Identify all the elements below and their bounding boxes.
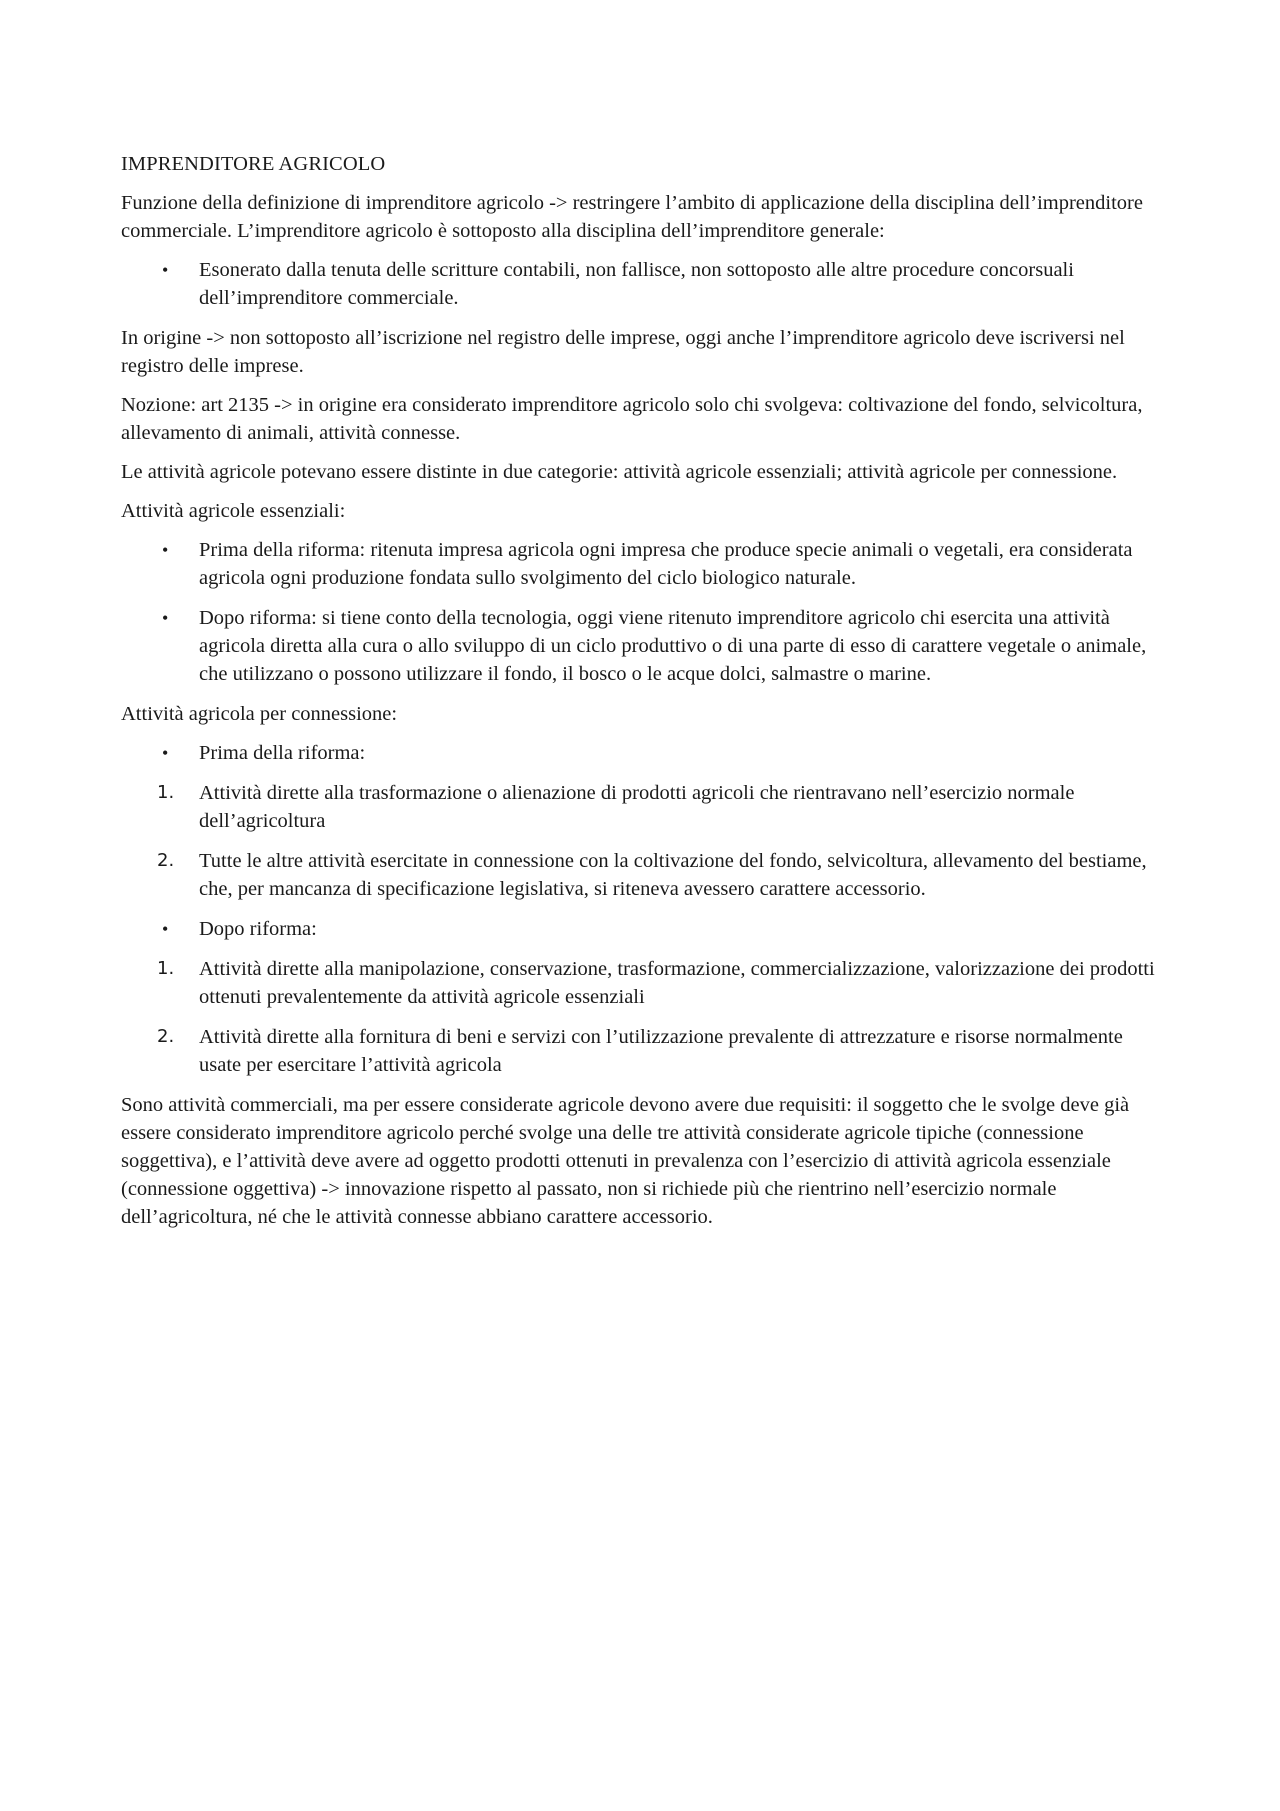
paragraph-origin: In origine -> non sottoposto all’iscrizione nel registro delle imprese, oggi anche l’imprenditore agricolo deve iscriversi nel registro delle imprese. (121, 327, 1125, 377)
list-item (121, 779, 1161, 835)
paragraph-notion: Nozione: art 2135 -> in origine era considerato imprenditore agricolo solo chi svolgeva: coltivazione del fondo, selvicoltura, allevamento di animali, attività connesse. (121, 394, 1143, 444)
list-item-text: Attività dirette alla trasformazione o alienazione di prodotti agricoli che rientravano nell’esercizio normale dell’agricoltura (199, 782, 1075, 832)
paragraph-function: Funzione della definizione di imprenditore agricolo -> restringere l’ambito di applicazione della disciplina dell’imprenditore commerciale. L’imprenditore agricolo è sottoposto alla disciplina dell’imprenditore generale: (121, 192, 1143, 242)
number-marker: 2. (157, 1026, 175, 1047)
bullet-marker: • (162, 608, 169, 628)
list-item-text: Prima della riforma: (199, 742, 366, 764)
bullet-list-essential (121, 536, 1161, 688)
list-item-text: Prima della riforma: ritenuta impresa agricola ogni impresa che produce specie animali o vegetali, era considerata agricola ogni produzione fondata sullo svolgimento del ciclo biologico naturale. (199, 539, 1133, 589)
list-item (121, 847, 1161, 903)
list-item (121, 256, 1161, 312)
number-marker: 1. (157, 958, 175, 979)
list-item-text: Dopo riforma: si tiene conto della tecnologia, oggi viene ritenuto imprenditore agricolo chi esercita una attività agricola diretta alla cura o allo sviluppo di un ciclo produttivo o di una parte di esso di carattere vegetale o animale, che utilizzano o possono utilizzare il fondo, il bosco o le acque dolci, salmastre o marine. (199, 607, 1147, 685)
bullet-marker: • (162, 919, 169, 939)
paragraph-commercial-activities: Sono attività commerciali, ma per essere considerate agricole devono avere due requisiti: il soggetto che le svolge deve già essere considerato imprenditore agricolo perché svolge una delle tre attività considerate agricole tipiche (connessione soggettiva), e l’attività deve avere ad oggetto prodotti ottenuti in prevalenza con l’esercizio di attività agricola essenziale (connessione oggettiva) -> innovazione rispetto al passato, non si richiede più che rientrino nell’esercizio normale dell’agricoltura, né che le attività connesse abbiano carattere accessorio. (121, 1094, 1130, 1228)
list-item (121, 604, 1161, 688)
list-item (121, 915, 1161, 943)
bullet-marker: • (162, 260, 169, 280)
list-item (121, 955, 1161, 1011)
list-item-text: Esonerato dalla tenuta delle scritture contabili, non fallisce, non sottoposto alle altre procedure concorsuali dell’imprenditore commerciale. (199, 259, 1074, 309)
document-page (121, 150, 1161, 1242)
document-title: IMPRENDITORE AGRICOLO (121, 153, 386, 175)
list-item (121, 1023, 1161, 1079)
bullet-marker: • (162, 540, 169, 560)
list-item-text: Attività dirette alla fornitura di beni e servizi con l’utilizzazione prevalente di attrezzature e risorse normalmente usate per esercitare l’attività agricola (199, 1026, 1123, 1076)
list-item-text: Dopo riforma: (199, 918, 317, 940)
bullet-marker: • (162, 743, 169, 763)
list-item-text: Tutte le altre attività esercitate in connessione con la coltivazione del fondo, selvicoltura, allevamento del bestiame, che, per mancanza di specificazione legislativa, si riteneva avessero carattere accessorio. (199, 850, 1147, 900)
number-marker: 1. (157, 782, 175, 803)
number-marker: 2. (157, 850, 175, 871)
paragraph-categories: Le attività agricole potevano essere distinte in due categorie: attività agricole essenziali; attività agricole per connessione. (121, 461, 1118, 483)
bullet-list-exemptions (121, 256, 1161, 312)
list-item (121, 536, 1161, 592)
heading-essential-activities: Attività agricole essenziali: (121, 500, 346, 522)
list-item (121, 739, 1161, 767)
list-item-text: Attività dirette alla manipolazione, conservazione, trasformazione, commercializzazione, valorizzazione dei prodotti ottenuti prevalentemente da attività agricole essenziali (199, 958, 1155, 1008)
heading-connected-activities: Attività agricola per connessione: (121, 703, 398, 725)
mixed-list-connected (121, 739, 1161, 1079)
